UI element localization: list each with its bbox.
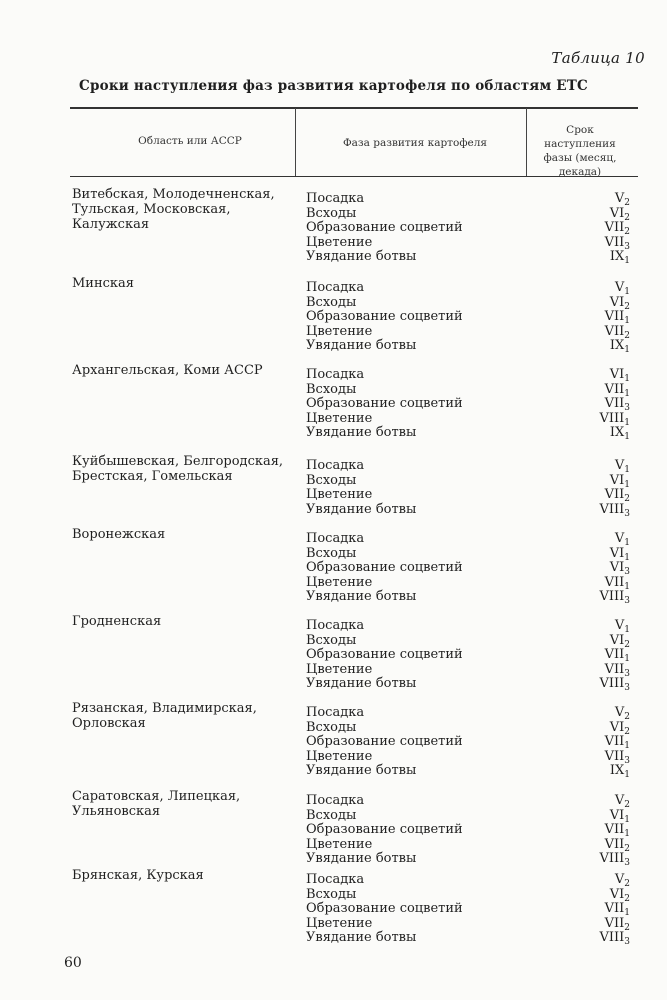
date-decade: 3 [624,596,630,607]
table-row [300,663,630,678]
date-month: IX [609,249,625,265]
date-month: VI [609,719,625,735]
table-row [300,735,630,750]
date-month: V [614,280,625,295]
header-date: Срок наступления фазы (месяц, декада) [543,124,617,178]
date-month: V [614,872,625,887]
date-decade: 1 [624,654,630,665]
phase-name: Цветение [306,234,373,250]
region-name: Брянская, Курская [72,868,204,883]
phase-name: Посадка [306,191,365,206]
table-row [300,902,630,917]
date-month: V [614,705,625,720]
date-month: VII [604,309,625,325]
date-decade: 3 [624,668,630,679]
table-row [300,917,630,932]
table-row [300,250,630,265]
date-month: VII [604,487,625,503]
table-row [300,823,630,838]
table-row [300,809,630,824]
region-name: Минская [72,276,134,291]
phase-name: Увядание ботвы [306,676,417,692]
table-row [300,576,630,591]
date-decade: 3 [624,858,630,869]
date-decade: 2 [624,301,630,312]
date-month: VIII [599,410,625,426]
phase-name: Увядание ботвы [306,249,417,265]
date-decade: 1 [624,374,630,384]
column-divider-2 [526,108,527,176]
table-row [300,888,630,903]
table-row [300,281,630,296]
date-decade: 3 [624,755,630,766]
date-month: VII [604,734,625,750]
phase-name: Цветение [306,410,373,426]
date-month: IX [609,763,625,779]
region-name: Витебская, Молодечненская, Тульская, Московская, Калужская [72,187,275,232]
phase-date [550,250,630,266]
date-month: VIII [599,589,625,605]
date-decade: 2 [624,922,630,933]
table-row [300,852,630,867]
date-month: VII [604,748,625,764]
date-decade: 1 [624,417,630,428]
phase-date [550,677,630,693]
date-month: VI [609,632,625,648]
table-row [300,368,630,383]
phase-date [550,503,630,519]
phase-name: Цветение [306,661,373,677]
column-divider-1 [295,108,296,176]
phase-name: Посадка [306,280,365,295]
phase-name: Образование соцветий [306,822,463,838]
date-decade: 1 [624,345,630,356]
date-decade: 3 [624,403,630,414]
phase-name: Посадка [306,872,365,887]
date-month: IX [609,338,625,354]
date-month: VII [604,822,625,838]
phase-name: Всходы [306,294,357,310]
date-decade: 2 [624,893,630,904]
phase-name: Всходы [306,205,357,221]
date-decade: 2 [624,712,630,722]
date-decade: 1 [624,287,630,297]
table-row [300,192,630,207]
date-decade: 3 [624,937,630,948]
phase-name: Всходы [306,545,357,561]
table-row [300,619,630,634]
table-row [300,764,630,779]
phase-name: Образование соцветий [306,901,463,917]
date-decade: 2 [624,494,630,505]
date-month: VII [604,396,625,412]
date-month: VII [604,915,625,931]
phase-name: Цветение [306,574,373,590]
date-month: VI [609,560,625,576]
phase-name: Образование соцветий [306,309,463,325]
phase-date [550,931,630,947]
phase-name: Посадка [306,531,365,546]
date-decade: 1 [624,770,630,781]
phase-name: Образование соцветий [306,647,463,663]
date-decade: 1 [624,256,630,267]
date-month: IX [609,425,625,441]
phase-name: Всходы [306,807,357,823]
table-row [300,561,630,576]
phase-name: Посадка [306,367,365,382]
date-month: VIII [599,851,625,867]
date-month: VII [604,381,625,397]
table-row [300,221,630,236]
date-decade: 2 [624,227,630,238]
table-row [300,648,630,663]
phase-name: Цветение [306,836,373,852]
table-row [300,794,630,809]
table-row [300,339,630,354]
date-decade: 1 [624,465,630,475]
phase-name: Увядание ботвы [306,930,417,946]
phase-name: Всходы [306,886,357,902]
date-month: VII [604,234,625,250]
date-decade: 3 [624,683,630,694]
phase-name: Образование соцветий [306,220,463,236]
date-month: VI [609,205,625,221]
date-month: VII [604,661,625,677]
date-month: VI [609,294,625,310]
region-name: Куйбышевская, Белгородская, Брестская, Гомельская [72,454,284,484]
table-row [300,383,630,398]
date-decade: 1 [624,388,630,399]
date-decade: 2 [624,800,630,810]
phase-name: Всходы [306,472,357,488]
region-name: Саратовская, Липецкая, Ульяновская [72,789,241,819]
phase-name: Образование соцветий [306,560,463,576]
phase-name: Посадка [306,618,365,633]
header-phase: Фаза развития картофеля [342,137,488,149]
phase-name: Цветение [306,915,373,931]
region-name: Воронежская [72,527,166,542]
phase-date [550,852,630,868]
region-name: Архангельская, Коми АССР [72,363,263,378]
date-month: VII [604,220,625,236]
region-name: Гродненская [72,614,162,629]
date-month: VIII [599,676,625,692]
date-decade: 2 [624,879,630,889]
date-month: VI [609,472,625,488]
table-row [300,296,630,311]
date-decade: 3 [624,567,630,578]
date-decade: 1 [624,829,630,840]
phase-name: Всходы [306,381,357,397]
page-number: 60 [64,955,82,971]
table-row [300,721,630,736]
table-row [300,677,630,692]
date-decade: 1 [624,538,630,548]
table-row [300,590,630,605]
date-decade: 2 [624,843,630,854]
date-month: VII [604,901,625,917]
table-row [300,532,630,547]
phase-name: Посадка [306,793,365,808]
table-row [300,547,630,562]
table-row [300,706,630,721]
date-month: VII [604,574,625,590]
phase-name: Увядание ботвы [306,338,417,354]
date-month: VI [609,545,625,561]
table-row [300,310,630,325]
date-month: VIII [599,501,625,517]
date-decade: 2 [624,726,630,737]
phase-name: Увядание ботвы [306,589,417,605]
phase-date [550,426,630,442]
table-row [300,838,630,853]
date-decade: 3 [624,508,630,519]
date-month: V [614,191,625,206]
phase-name: Всходы [306,632,357,648]
phase-name: Образование соцветий [306,734,463,750]
date-decade: 2 [624,198,630,208]
phase-date [550,590,630,606]
table-row [300,931,630,946]
date-month: VII [604,836,625,852]
phase-name: Посадка [306,705,365,720]
table-row [300,397,630,412]
date-month: VIII [599,930,625,946]
date-decade: 1 [624,741,630,752]
date-month: VI [609,886,625,902]
date-decade: 2 [624,639,630,650]
date-month: VI [609,367,625,382]
date-decade: 1 [624,432,630,443]
phase-name: Увядание ботвы [306,501,417,517]
phase-name: Посадка [306,458,365,473]
date-decade: 1 [624,625,630,635]
phase-name: Цветение [306,323,373,339]
phase-date [550,764,630,780]
phase-name: Цветение [306,748,373,764]
table-row [300,488,630,503]
date-decade: 3 [624,241,630,252]
date-decade: 1 [624,581,630,592]
table-row [300,503,630,518]
table-row [300,634,630,649]
date-decade: 1 [624,908,630,919]
phase-date [550,339,630,355]
date-month: V [614,458,625,473]
header-region: Область или АССР [138,135,242,147]
table-row [300,873,630,888]
date-month: V [614,793,625,808]
date-decade: 2 [624,212,630,223]
table-row [300,325,630,340]
phase-name: Образование соцветий [306,396,463,412]
phase-name: Увядание ботвы [306,425,417,441]
table-row [300,412,630,427]
table-title: Сроки наступления фаз развития картофеля по областям ЕТС [79,78,588,94]
phase-name: Увядание ботвы [306,763,417,779]
date-decade: 1 [624,316,630,327]
date-decade: 1 [624,814,630,825]
phase-name: Цветение [306,487,373,503]
table-row [300,474,630,489]
date-month: VII [604,323,625,339]
table-row [300,459,630,474]
date-decade: 2 [624,330,630,341]
table-row [300,207,630,222]
table-label: Таблица 10 [551,49,645,67]
date-decade: 1 [624,479,630,490]
phase-name: Увядание ботвы [306,851,417,867]
phase-name: Всходы [306,719,357,735]
table-row [300,236,630,251]
table-row [300,426,630,441]
date-month: VII [604,647,625,663]
date-decade: 1 [624,552,630,563]
date-month: VI [609,807,625,823]
region-name: Рязанская, Владимирская, Орловская [72,701,257,731]
date-month: V [614,531,625,546]
date-month: V [614,618,625,633]
table-row [300,750,630,765]
top-rule [70,107,638,109]
